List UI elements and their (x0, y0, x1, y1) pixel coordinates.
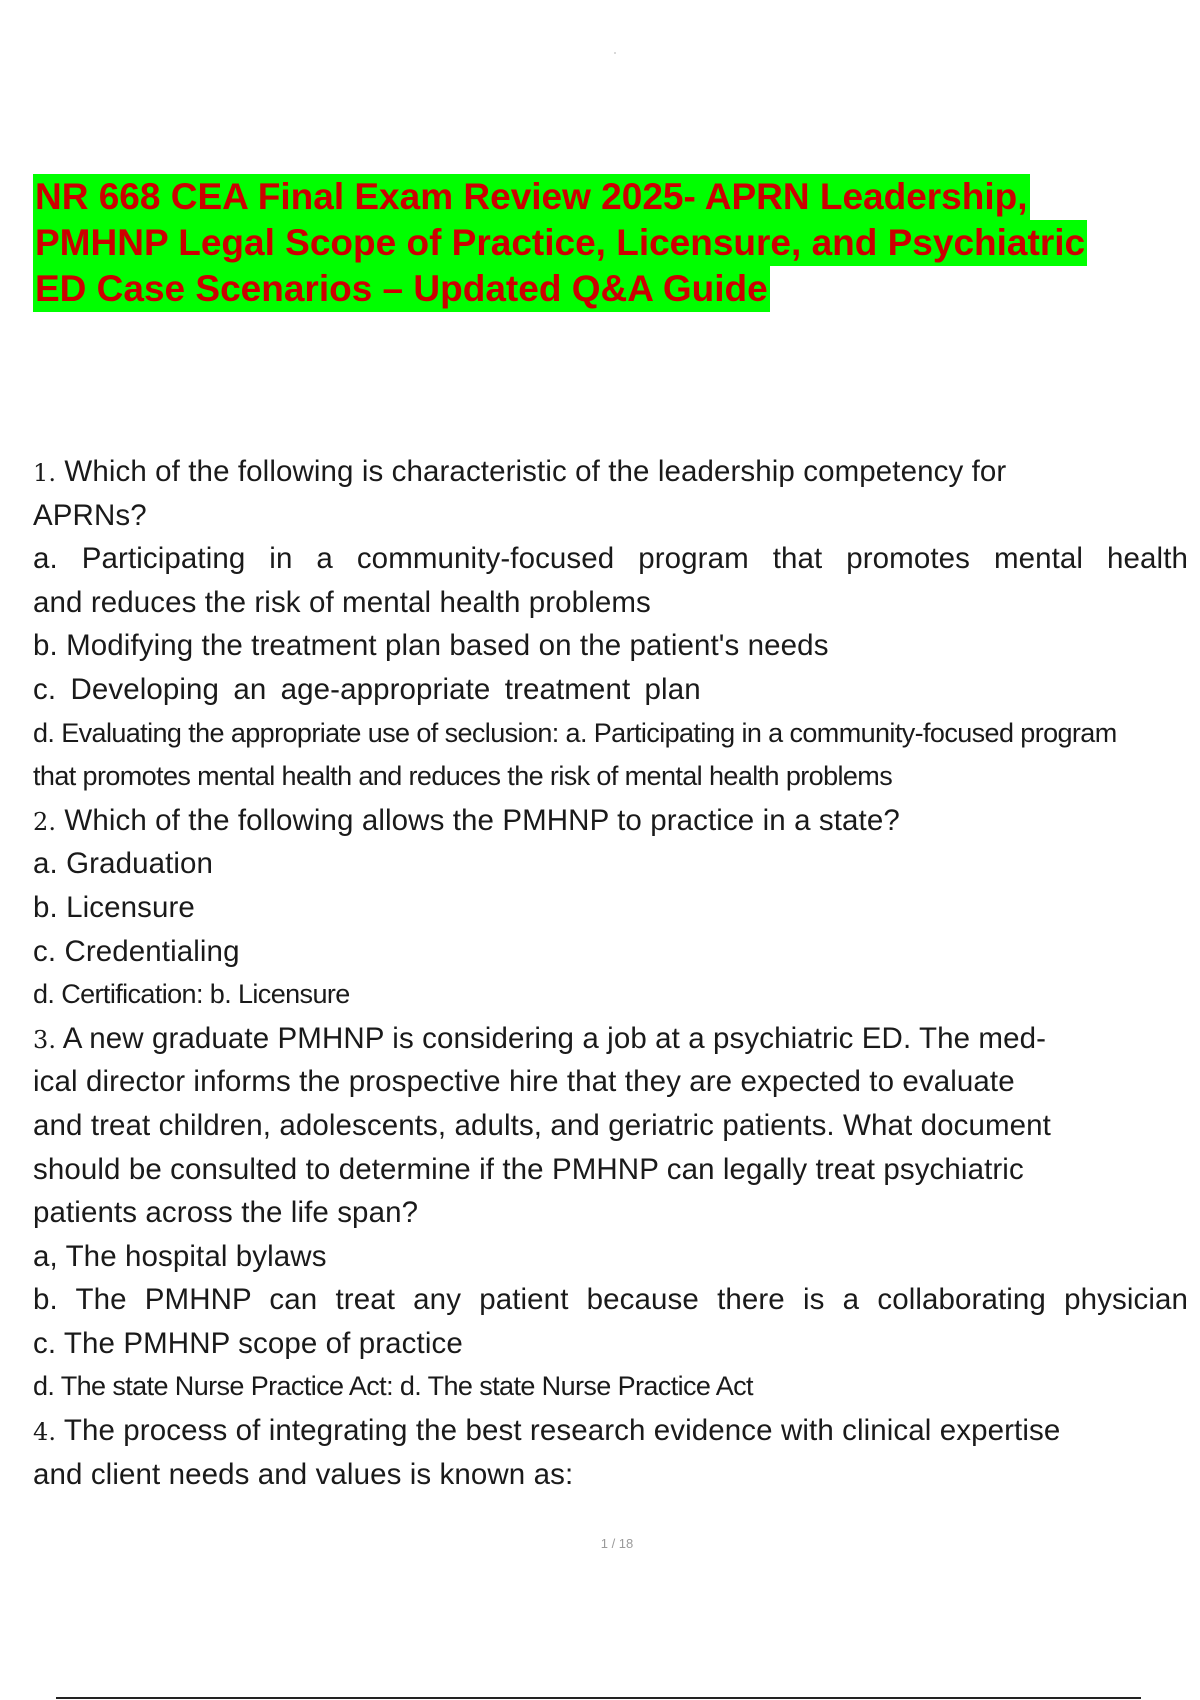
option-line: b. Modifying the treatment plan based on the patient's needs (33, 629, 829, 663)
question-stem-line: 2. Which of the following allows the PMHNP to practice in a state? (33, 803, 900, 837)
option-line: a. Graduation (33, 847, 214, 881)
question-stem-line: and treat children, adolescents, adults, and geriatric patients. What document (33, 1108, 1051, 1142)
question-stem-line: ical director informs the prospective hire that they are expected to evaluate (33, 1065, 1015, 1099)
title-line-1: NR 668 CEA Final Exam Review 2025- APRN Leadership, (33, 174, 1030, 220)
question-stem-line: patients across the life span? (33, 1196, 419, 1230)
question-1 (33, 450, 1193, 799)
option-line: a. Participating in a community-focused program that promotes mental health (33, 542, 1188, 576)
question-stem-line: 1. Which of the following is characteristic of the leadership competency for (33, 455, 1007, 488)
document-title (33, 174, 1183, 312)
answer-line: d. The state Nurse Practice Act: d. The state Nurse Practice Act (33, 1371, 753, 1402)
question-stem-line: and client needs and values is known as: (33, 1457, 574, 1491)
footer-divider (56, 1697, 1141, 1699)
question-3 (33, 1017, 1193, 1409)
answer-line: d. Certification: b. Licensure (33, 979, 350, 1010)
question-stem-line: should be consulted to determine if the PMHNP can legally treat psychiatric (33, 1152, 1024, 1186)
option-line: a, The hospital bylaws (33, 1239, 327, 1273)
page-indicator: 1 / 18 (600, 1536, 634, 1551)
option-line: and reduces the risk of mental health problems (33, 585, 651, 619)
scan-speck (614, 52, 616, 54)
question-number: 1. (33, 459, 57, 487)
option-line: c. The PMHNP scope of practice (33, 1326, 463, 1360)
option-line: b. Licensure (33, 890, 195, 924)
title-line-3: ED Case Scenarios – Updated Q&A Guide (33, 266, 770, 312)
option-line: c. Developing an age-appropriate treatment plan (33, 672, 701, 706)
title-line-2: PMHNP Legal Scope of Practice, Licensure, and Psychiatric (33, 220, 1087, 266)
answer-line: d. Evaluating the appropriate use of seclusion: a. Participating in a community-focused program (33, 717, 1117, 748)
question-list (33, 450, 1193, 1496)
question-number: 3. (33, 1025, 57, 1054)
question-2 (33, 799, 1193, 1017)
answer-line: that promotes mental health and reduces the risk of mental health problems (33, 761, 893, 792)
question-number: 4. (33, 1418, 57, 1447)
option-line: b. The PMHNP can treat any patient because there is a collaborating physician (33, 1283, 1188, 1317)
question-number: 2. (33, 807, 57, 836)
question-stem-line: 4. The process of integrating the best research evidence with clinical expertise (33, 1414, 1061, 1448)
option-line: c. Credentialing (33, 934, 240, 968)
question-stem-line: 3. A new graduate PMHNP is considering a job at a psychiatric ED. The med- (33, 1021, 1047, 1055)
question-stem-line: APRNs? (33, 498, 147, 532)
question-4 (33, 1409, 1193, 1496)
